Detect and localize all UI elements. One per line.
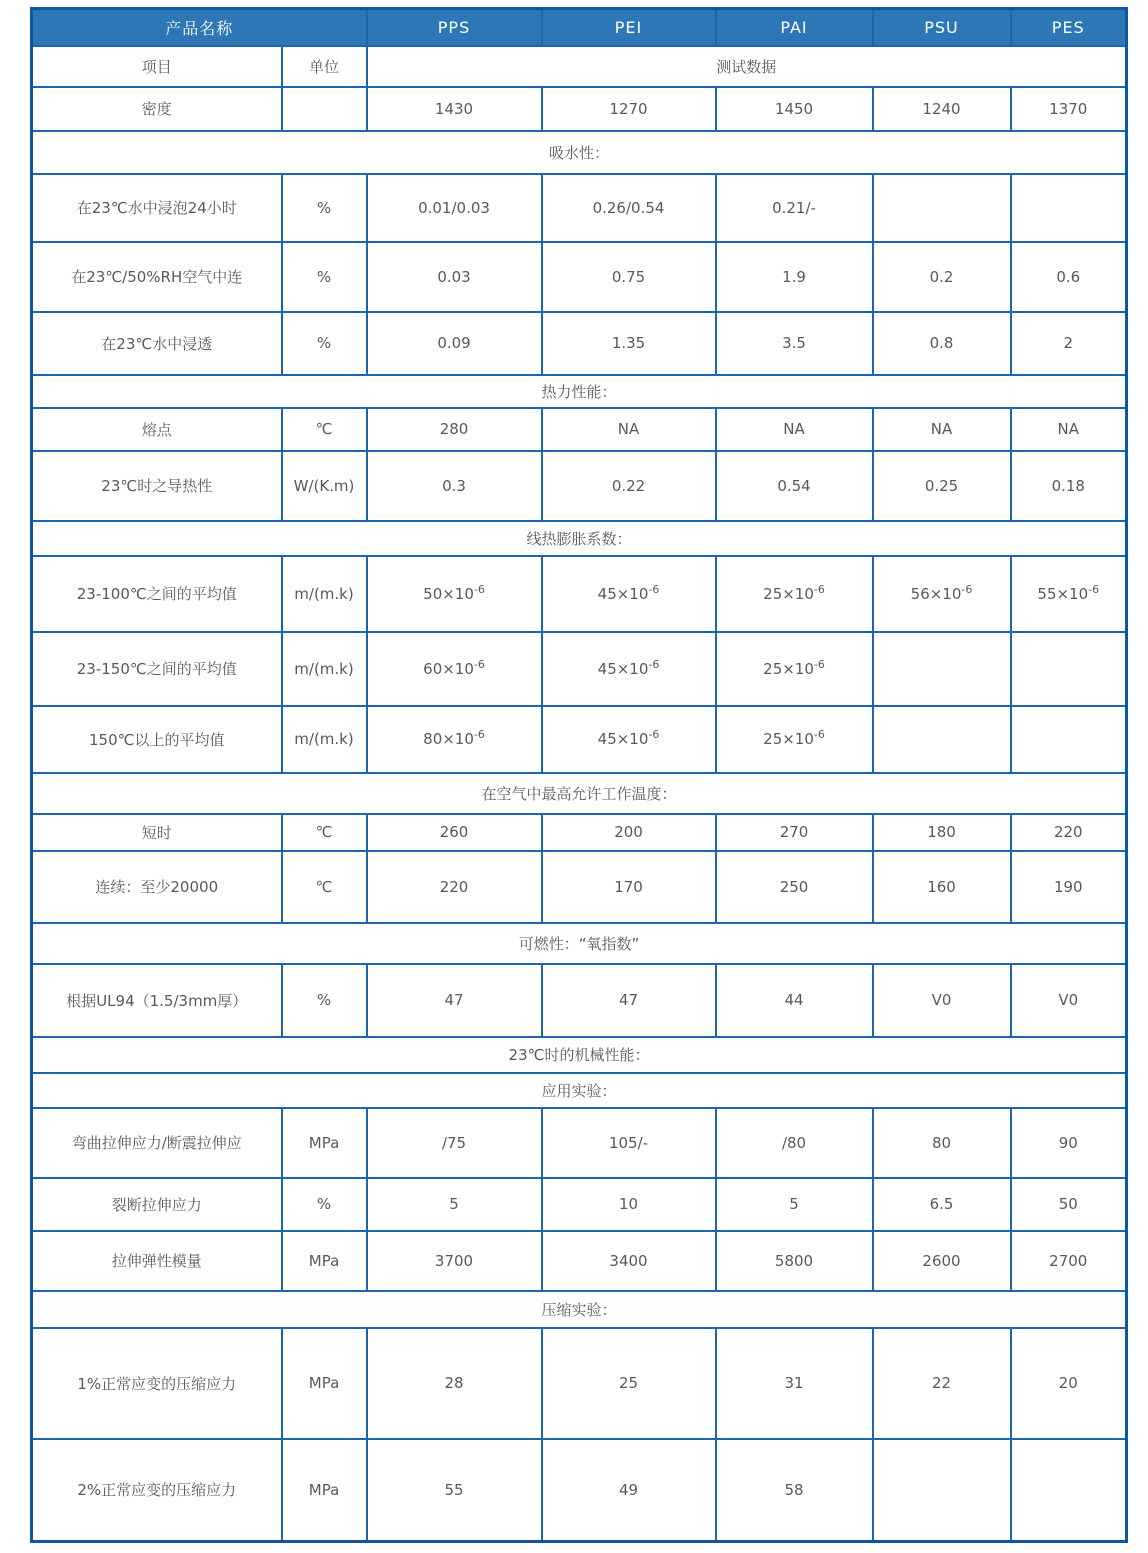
section-row xyxy=(32,1037,1127,1073)
row-label: 在23℃/50%RH空气中连 xyxy=(32,242,282,312)
value-psu: 6.5 xyxy=(873,1178,1011,1231)
value-psu: 0.8 xyxy=(873,312,1011,375)
section-row xyxy=(32,1291,1127,1328)
value-pei: 0.22 xyxy=(542,451,716,521)
value-pai: 5 xyxy=(716,1178,873,1231)
section-row xyxy=(32,521,1127,556)
value-pei: 170 xyxy=(542,851,716,923)
value-pai: $25\times 10^{-6}$ xyxy=(716,706,873,773)
section-label: 吸水性： xyxy=(32,131,1127,174)
section-row xyxy=(32,131,1127,174)
header-row xyxy=(32,9,1127,46)
value-pes: 2700 xyxy=(1011,1231,1127,1291)
row-unit: W/(K.m) xyxy=(282,451,367,521)
column-header-pei: PEI xyxy=(542,9,716,46)
value-pai: 0.54 xyxy=(716,451,873,521)
value-psu: 160 xyxy=(873,851,1011,923)
section-label: 压缩实验： xyxy=(32,1291,1127,1328)
table-row xyxy=(32,87,1127,131)
row-unit: % xyxy=(282,1178,367,1231)
row-unit: m/(m.k) xyxy=(282,632,367,706)
value-psu xyxy=(873,174,1011,242)
table-body xyxy=(32,87,1127,1542)
value-pps: 0.3 xyxy=(367,451,542,521)
row-label: 在23℃水中浸泡24小时 xyxy=(32,174,282,242)
row-unit: ℃ xyxy=(282,851,367,923)
value-pes: 90 xyxy=(1011,1108,1127,1178)
value-pps: 0.03 xyxy=(367,242,542,312)
item-header: 项目 xyxy=(32,46,282,87)
value-pai: 250 xyxy=(716,851,873,923)
value-pes: 0.6 xyxy=(1011,242,1127,312)
value-pps: $50\times 10^{-6}$ xyxy=(367,556,542,632)
value-psu: NA xyxy=(873,408,1011,451)
product-name-header: 产品名称 xyxy=(32,9,367,46)
table-row xyxy=(32,408,1127,451)
row-unit: % xyxy=(282,174,367,242)
row-label: 弯曲拉伸应力/断震拉伸应 xyxy=(32,1108,282,1178)
value-pai: 58 xyxy=(716,1439,873,1542)
value-pps: 280 xyxy=(367,408,542,451)
row-unit: MPa xyxy=(282,1231,367,1291)
value-pes: $55\times 10^{-6}$ xyxy=(1011,556,1127,632)
spec-table-container xyxy=(30,7,1125,1543)
row-label: 根据UL94（1.5/3mm厚） xyxy=(32,964,282,1037)
value-psu xyxy=(873,1439,1011,1542)
value-pps: 28 xyxy=(367,1328,542,1439)
column-header-pai: PAI xyxy=(716,9,873,46)
value-pes: 220 xyxy=(1011,814,1127,851)
value-pei: 3400 xyxy=(542,1231,716,1291)
row-unit xyxy=(282,87,367,131)
value-pes: 0.18 xyxy=(1011,451,1127,521)
value-pei: 0.26/0.54 xyxy=(542,174,716,242)
value-pps: $80\times 10^{-6}$ xyxy=(367,706,542,773)
value-pps: 220 xyxy=(367,851,542,923)
value-pes: 50 xyxy=(1011,1178,1127,1231)
value-pei: NA xyxy=(542,408,716,451)
section-label: 热力性能： xyxy=(32,375,1127,408)
value-pps: 55 xyxy=(367,1439,542,1542)
table-row xyxy=(32,312,1127,375)
value-pps: 0.09 xyxy=(367,312,542,375)
value-psu xyxy=(873,706,1011,773)
column-header-psu: PSU xyxy=(873,9,1011,46)
value-pei: 47 xyxy=(542,964,716,1037)
row-label: 23-150℃之间的平均值 xyxy=(32,632,282,706)
row-label: 23-100℃之间的平均值 xyxy=(32,556,282,632)
row-unit: % xyxy=(282,312,367,375)
value-pps: /75 xyxy=(367,1108,542,1178)
column-header-pps: PPS xyxy=(367,9,542,46)
table-row xyxy=(32,1439,1127,1542)
row-unit: m/(m.k) xyxy=(282,706,367,773)
column-header-pes: PES xyxy=(1011,9,1127,46)
value-pai: 1450 xyxy=(716,87,873,131)
value-pei: 1.35 xyxy=(542,312,716,375)
table-row xyxy=(32,851,1127,923)
row-unit: ℃ xyxy=(282,408,367,451)
value-pai: $25\times 10^{-6}$ xyxy=(716,632,873,706)
row-label: 1%正常应变的压缩应力 xyxy=(32,1328,282,1439)
table-row xyxy=(32,1178,1127,1231)
row-unit: % xyxy=(282,242,367,312)
value-psu: 0.25 xyxy=(873,451,1011,521)
section-label: 线热膨胀系数： xyxy=(32,521,1127,556)
section-label: 可燃性：“氧指数” xyxy=(32,923,1127,964)
row-unit: MPa xyxy=(282,1108,367,1178)
table-row xyxy=(32,174,1127,242)
table-row xyxy=(32,1328,1127,1439)
table-row xyxy=(32,706,1127,773)
value-pai: NA xyxy=(716,408,873,451)
value-pai: 270 xyxy=(716,814,873,851)
value-pai: $25\times 10^{-6}$ xyxy=(716,556,873,632)
value-psu: V0 xyxy=(873,964,1011,1037)
row-unit: % xyxy=(282,964,367,1037)
section-row xyxy=(32,375,1127,408)
row-label: 短时 xyxy=(32,814,282,851)
row-label: 拉伸弹性模量 xyxy=(32,1231,282,1291)
value-pes: NA xyxy=(1011,408,1127,451)
table-row xyxy=(32,556,1127,632)
value-pes: 1370 xyxy=(1011,87,1127,131)
value-pei: 0.75 xyxy=(542,242,716,312)
test-data-header: 测试数据 xyxy=(367,46,1127,87)
section-label: 在空气中最高允许工作温度： xyxy=(32,773,1127,814)
value-pps: 0.01/0.03 xyxy=(367,174,542,242)
table-row xyxy=(32,451,1127,521)
value-pei: $45\times 10^{-6}$ xyxy=(542,706,716,773)
value-pes xyxy=(1011,632,1127,706)
row-label: 熔点 xyxy=(32,408,282,451)
value-psu: $56\times 10^{-6}$ xyxy=(873,556,1011,632)
value-psu: 0.2 xyxy=(873,242,1011,312)
value-pei: 105/- xyxy=(542,1108,716,1178)
section-label: 应用实验： xyxy=(32,1073,1127,1108)
row-unit: MPa xyxy=(282,1328,367,1439)
value-pai: 0.21/- xyxy=(716,174,873,242)
value-pes xyxy=(1011,706,1127,773)
value-pes: 2 xyxy=(1011,312,1127,375)
row-label: 密度 xyxy=(32,87,282,131)
value-pai: /80 xyxy=(716,1108,873,1178)
unit-header: 单位 xyxy=(282,46,367,87)
value-pei: 200 xyxy=(542,814,716,851)
section-row xyxy=(32,1073,1127,1108)
value-pai: 1.9 xyxy=(716,242,873,312)
row-unit: ℃ xyxy=(282,814,367,851)
section-row xyxy=(32,923,1127,964)
table-row xyxy=(32,964,1127,1037)
value-pai: 44 xyxy=(716,964,873,1037)
table-row xyxy=(32,1108,1127,1178)
value-pei: 25 xyxy=(542,1328,716,1439)
value-psu: 80 xyxy=(873,1108,1011,1178)
value-pai: 5800 xyxy=(716,1231,873,1291)
value-pei: $45\times 10^{-6}$ xyxy=(542,556,716,632)
value-psu: 180 xyxy=(873,814,1011,851)
subheader-row xyxy=(32,46,1127,87)
table-row xyxy=(32,1231,1127,1291)
value-pei: 10 xyxy=(542,1178,716,1231)
value-pes: V0 xyxy=(1011,964,1127,1037)
row-label: 在23℃水中浸透 xyxy=(32,312,282,375)
value-pes: 190 xyxy=(1011,851,1127,923)
value-pps: $60\times 10^{-6}$ xyxy=(367,632,542,706)
value-pei: 1270 xyxy=(542,87,716,131)
row-label: 150℃以上的平均值 xyxy=(32,706,282,773)
value-pes: 20 xyxy=(1011,1328,1127,1439)
value-pei: $45\times 10^{-6}$ xyxy=(542,632,716,706)
value-pes xyxy=(1011,1439,1127,1542)
row-label: 23℃时之导热性 xyxy=(32,451,282,521)
table-row xyxy=(32,814,1127,851)
value-pei: 49 xyxy=(542,1439,716,1542)
value-pai: 3.5 xyxy=(716,312,873,375)
value-pps: 260 xyxy=(367,814,542,851)
value-psu: 1240 xyxy=(873,87,1011,131)
value-pps: 5 xyxy=(367,1178,542,1231)
row-label: 裂断拉伸应力 xyxy=(32,1178,282,1231)
product-spec-table xyxy=(30,7,1128,1543)
table-row xyxy=(32,632,1127,706)
section-label: 23℃时的机械性能： xyxy=(32,1037,1127,1073)
row-label: 2%正常应变的压缩应力 xyxy=(32,1439,282,1542)
value-pps: 3700 xyxy=(367,1231,542,1291)
value-psu: 2600 xyxy=(873,1231,1011,1291)
value-pps: 1430 xyxy=(367,87,542,131)
value-psu: 22 xyxy=(873,1328,1011,1439)
section-row xyxy=(32,773,1127,814)
table-row xyxy=(32,242,1127,312)
row-unit: MPa xyxy=(282,1439,367,1542)
value-pai: 31 xyxy=(716,1328,873,1439)
value-pes xyxy=(1011,174,1127,242)
row-label: 连续：至少20000 xyxy=(32,851,282,923)
row-unit: m/(m.k) xyxy=(282,556,367,632)
value-pps: 47 xyxy=(367,964,542,1037)
value-psu xyxy=(873,632,1011,706)
